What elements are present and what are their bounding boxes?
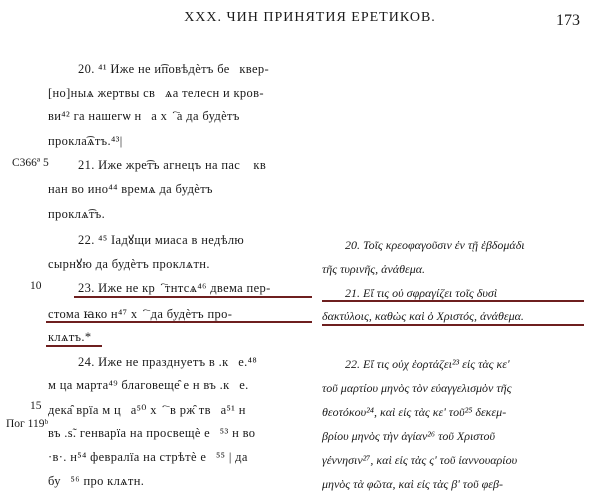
- greek-line: θεοτόκου²⁴, καὶ εἰς τὰς κεʹ τοῦ²⁵ δεκεμ-: [322, 405, 507, 419]
- running-title: XXX. ЧИН ПРИНЯТИЯ ЕРЕТИКОВ.: [184, 10, 436, 25]
- slavonic-line: нан во ино⁴⁴ времѧ да будѐтъ: [48, 182, 213, 196]
- slavonic-line: буⷣ⁵⁶ про клѧтн.: [48, 474, 145, 488]
- slavonic-line: въ .ѕ̃. генварїа на просвещѐ еⷽ⁵³ н во: [48, 426, 256, 440]
- slavonic-line: 23. Иже не крⷭ҇тнтсѧ⁴⁶ двема пер-: [78, 281, 271, 295]
- slavonic-line: проклѧ͡тъ.: [48, 207, 106, 221]
- margin-line-number-10: 10: [30, 280, 42, 292]
- margin-folio-note: С366ª 5: [12, 157, 49, 169]
- underline-greek-21-line2: [322, 324, 584, 326]
- underline-slavonic-23-line3: [46, 345, 102, 347]
- slavonic-line: [но]ныѧ жертвы свⷭѧа телесн и кров-: [48, 86, 264, 100]
- page-number: 173: [556, 12, 580, 29]
- greek-line: 20. Τοῖς κρεοφαγοῦσιν ἐν τῇ ἑβδομάδι: [345, 238, 525, 252]
- slavonic-line: стома ꙗко н⁴⁷ хⷭ҇ да будѐтъ про-: [48, 307, 233, 321]
- slavonic-line: 22. ⁴⁵ Іадꙋщи миаса в недѣлю: [78, 233, 245, 247]
- greek-line: μηνὸς τὰ φῶτα, καὶ εἰς τὰς βʹ τοῦ φεβ-: [322, 477, 503, 491]
- margin-source-note: Пог 119ᵇ: [6, 418, 49, 430]
- greek-line: τῆς τυρινῆς, ἀνάθεμα.: [322, 262, 426, 276]
- slavonic-line: м ца марта⁴⁹ благовеще̑ е н въ .кⷷе.: [48, 378, 249, 392]
- underline-slavonic-23-line1: [74, 296, 312, 298]
- slavonic-line: сырнꙋю да будѐтъ проклѧтн.: [48, 257, 210, 271]
- slavonic-line: ·в·. н⁵⁴ февралїа на стрѣтѐ еⷪ⁵⁵ | да: [48, 450, 248, 464]
- underline-greek-21-line1: [322, 300, 584, 302]
- slavonic-line: прокла͡ѧтъ.⁴³|: [48, 134, 123, 148]
- slavonic-line: дека̑ врїа м цⷭа⁵⁰ хⷭ҇ в рж̑ твⷭа⁵¹ н: [48, 403, 246, 417]
- greek-line: τοῦ μαρτίου μηνὸς τὸν εὐαγγελισμὸν τῆς: [322, 381, 512, 395]
- slavonic-line: 24. Иже не празднуетъ в .кⷷе.⁴⁸: [78, 355, 258, 369]
- greek-line: βρίου μηνὸς τὴν ἁγίαν²⁶ τοῦ Χριστοῦ: [322, 429, 496, 443]
- greek-line: 21. Εἴ τις οὐ σφραγίζει τοῖς δυσὶ: [345, 286, 498, 300]
- underline-slavonic-23-line2: [46, 321, 312, 323]
- slavonic-line: 21. Иже жре͡тъ агнецъ на пасⷯ кв: [78, 158, 267, 172]
- margin-line-number-15: 15: [30, 400, 42, 412]
- greek-line: δακτύλοις, καθὼς καὶ ὁ Χριστός, ἀνάθεμα.: [322, 309, 524, 323]
- slavonic-line: 20. ⁴¹ Иже не и͡повѣдѐтъ беⷥквер-: [78, 62, 269, 76]
- greek-line: γέννησιν²⁷, καὶ εἰς τὰς ςʹ τοῦ ἰαννουαρίου: [322, 453, 518, 467]
- slavonic-line: ви⁴² га нашегѡ нⷭа хⷭ҇а да будѐтъ: [48, 109, 240, 123]
- slavonic-line: клѧтъ.*: [48, 330, 92, 344]
- greek-line: 22. Εἴ τις οὐχ ἑορτάζει²³ εἰς τὰς κεʹ: [345, 357, 510, 371]
